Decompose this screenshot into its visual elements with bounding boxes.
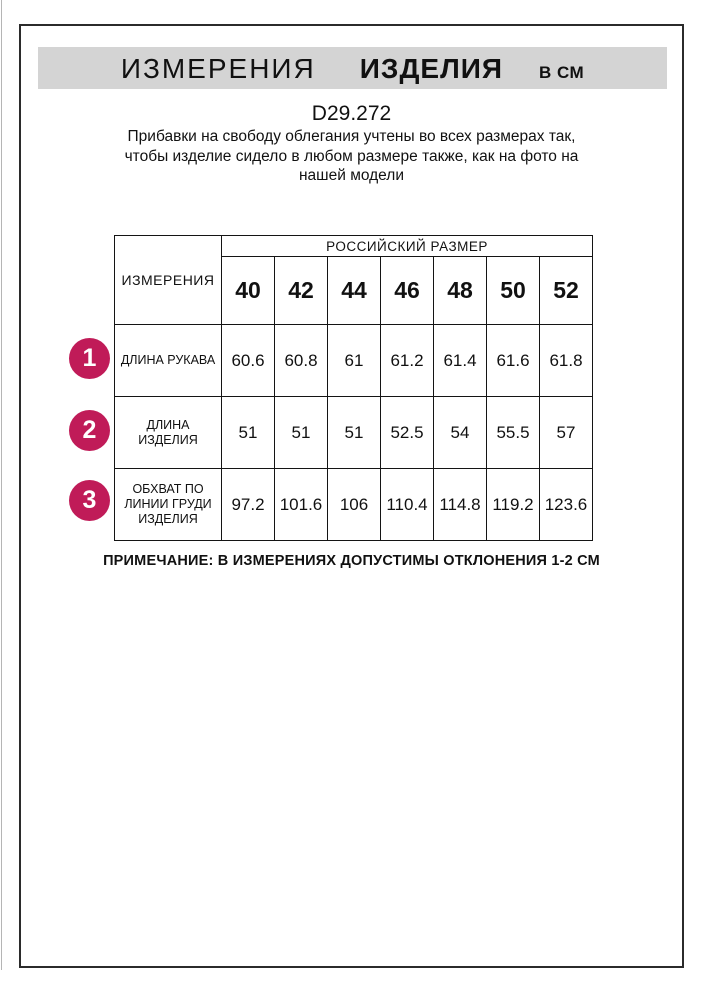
intro-line: Прибавки на свободу облегания учтены во всех размерах так, [127,128,576,145]
value-cell: 60.6 [222,325,275,397]
value-cell: 61 [328,325,381,397]
row-label: ДЛИНА ИЗДЕЛИЯ [115,397,222,469]
size-header-cell: 48 [434,257,487,325]
row-number-badge-3: 3 [69,480,110,521]
value-cell: 51 [222,397,275,469]
document-frame [19,24,684,968]
corner-header-cell: ИЗМЕРЕНИЯ [115,236,222,325]
value-cell: 61.6 [487,325,540,397]
size-header-cell: 42 [275,257,328,325]
value-cell: 101.6 [275,469,328,541]
product-code: D29.272 [311,102,392,125]
value-cell: 106 [328,469,381,541]
value-cell: 123.6 [540,469,593,541]
intro-line: чтобы изделие сидело в любом размере также, как на фото на [124,147,579,165]
row-label: ДЛИНА РУКАВА [115,325,222,397]
size-header-cell: 44 [328,257,381,325]
title-bar [38,47,667,89]
value-cell: 60.8 [275,325,328,397]
table-row-sleeve-length [115,325,593,397]
value-cell: 51 [275,397,328,469]
scan-edge-line [1,0,2,970]
size-header-cell: 50 [487,257,540,325]
value-cell: 51 [328,397,381,469]
page-title-measurements: ИЗМЕРЕНИЯ [120,53,316,84]
intro-line: нашей модели [299,167,404,184]
value-cell: 52.5 [381,397,434,469]
table-header-group-row [115,236,593,257]
row-number-badge-2: 2 [69,410,110,451]
value-cell: 114.8 [434,469,487,541]
size-group-header-cell: РОССИЙСКИЙ РАЗМЕР [222,236,593,257]
table-row-item-length [115,397,593,469]
note-text: ПРИМЕЧАНИЕ: В ИЗМЕРЕНИЯХ ДОПУСТИМЫ ОТКЛОНЕНИЯ 1-2 СМ [103,553,600,569]
value-cell: 61.8 [540,325,593,397]
size-header-cell: 40 [222,257,275,325]
row-label: ОБХВАТ ПО ЛИНИИ ГРУДИ ИЗДЕЛИЯ [115,469,222,541]
row-number-badge-1: 1 [69,338,110,379]
value-cell: 110.4 [381,469,434,541]
value-cell: 61.2 [381,325,434,397]
value-cell: 55.5 [487,397,540,469]
intro-text [21,127,682,186]
page-title-product: ИЗДЕЛИЯ [359,53,503,84]
page-title-unit: В СМ [538,63,585,82]
value-cell: 54 [434,397,487,469]
value-cell: 119.2 [487,469,540,541]
value-cell: 97.2 [222,469,275,541]
table-row-chest-girth [115,469,593,541]
size-table [114,235,593,541]
value-cell: 57 [540,397,593,469]
value-cell: 61.4 [434,325,487,397]
size-header-cell: 52 [540,257,593,325]
size-header-cell: 46 [381,257,434,325]
